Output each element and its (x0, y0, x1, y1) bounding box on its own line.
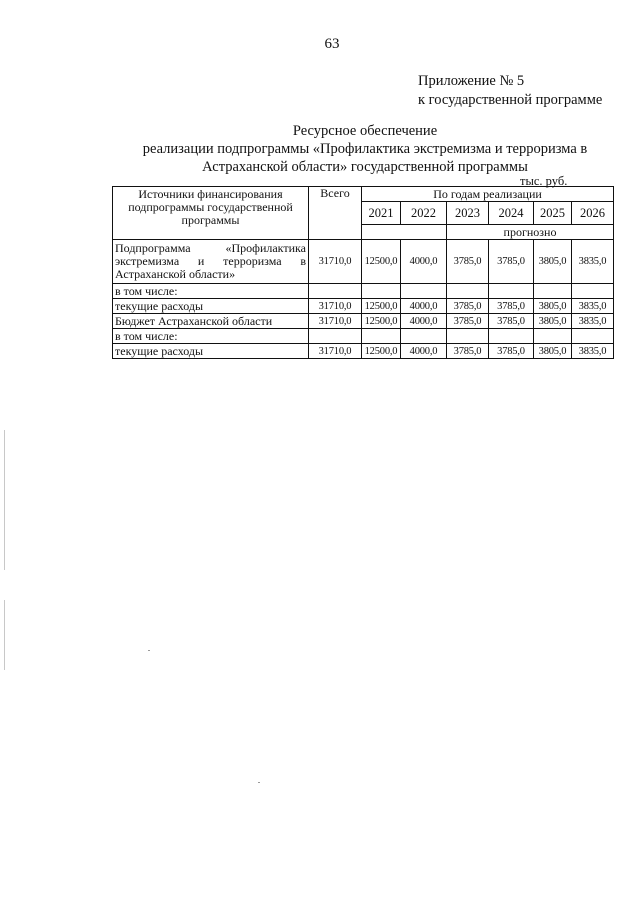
row-value-2023: 3785,0 (447, 344, 489, 359)
row-value-2026: 3835,0 (572, 344, 614, 359)
row-value-2022 (401, 329, 447, 344)
row-value-2021 (362, 284, 401, 299)
header-by-years: По годам реализации (362, 187, 614, 202)
row-value-2026: 3835,0 (572, 314, 614, 329)
row-value-2024 (489, 329, 534, 344)
row-value-2025: 3805,0 (534, 314, 572, 329)
row-value-2025 (534, 284, 572, 299)
table-row (113, 344, 614, 359)
row-value-2025 (534, 329, 572, 344)
header-year-2025: 2025 (534, 202, 572, 225)
row-total: 31710,0 (309, 344, 362, 359)
row-value-2023 (447, 329, 489, 344)
row-value-2026: 3835,0 (572, 240, 614, 284)
title-line-2: реализации подпрограммы «Профилактика экстремизма и терроризма в (142, 141, 588, 157)
row-total: 31710,0 (309, 314, 362, 329)
row-value-2022 (401, 284, 447, 299)
row-value-2025: 3805,0 (534, 240, 572, 284)
row-value-2023 (447, 284, 489, 299)
row-value-2026 (572, 284, 614, 299)
row-value-2024: 3785,0 (489, 240, 534, 284)
header-total: Всего (309, 187, 362, 240)
row-label: текущие расходы (113, 299, 309, 314)
row-value-2024: 3785,0 (489, 314, 534, 329)
row-total: 31710,0 (309, 299, 362, 314)
header-year-2023: 2023 (447, 202, 489, 225)
row-value-2023: 3785,0 (447, 240, 489, 284)
appendix-line-1: Приложение № 5 (418, 73, 525, 89)
scan-speck (258, 782, 260, 783)
page-number: 63 (324, 36, 340, 52)
row-label: Бюджет Астраханской области (113, 314, 309, 329)
row-value-2021: 12500,0 (362, 299, 401, 314)
row-value-2023: 3785,0 (447, 314, 489, 329)
scan-margin-line (4, 600, 5, 670)
header-source: Источники финансирования подпрограммы государственной программы (113, 187, 309, 240)
row-value-2023: 3785,0 (447, 299, 489, 314)
row-value-2022: 4000,0 (401, 314, 447, 329)
row-total (309, 284, 362, 299)
scan-margin-line (4, 430, 5, 570)
row-value-2024: 3785,0 (489, 299, 534, 314)
row-value-2024: 3785,0 (489, 344, 534, 359)
row-value-2021 (362, 329, 401, 344)
row-value-2026 (572, 329, 614, 344)
table-row (113, 299, 614, 314)
table-row (113, 284, 614, 299)
row-value-2022: 4000,0 (401, 344, 447, 359)
table-row (113, 240, 614, 284)
row-value-2024 (489, 284, 534, 299)
header-blank (362, 225, 447, 240)
title-line-1: Ресурсное обеспечение (292, 123, 438, 139)
row-value-2026: 3835,0 (572, 299, 614, 314)
row-label: текущие расходы (113, 344, 309, 359)
document-title (110, 122, 620, 176)
row-value-2025: 3805,0 (534, 344, 572, 359)
row-value-2021: 12500,0 (362, 240, 401, 284)
row-total (309, 329, 362, 344)
row-value-2022: 4000,0 (401, 240, 447, 284)
row-value-2025: 3805,0 (534, 299, 572, 314)
row-value-2021: 12500,0 (362, 344, 401, 359)
header-forecast: прогнозно (447, 225, 614, 240)
table-row (113, 314, 614, 329)
row-label: Подпрограмма «Профилактика экстремизма и терроризма в Астраханской области» (113, 240, 309, 284)
scan-speck (148, 650, 150, 651)
row-label: в том числе: (113, 329, 309, 344)
appendix-line-2: к государственной программе (418, 92, 603, 108)
appendix-note (418, 72, 602, 110)
row-total: 31710,0 (309, 240, 362, 284)
row-label: в том числе: (113, 284, 309, 299)
header-year-2024: 2024 (489, 202, 534, 225)
row-value-2021: 12500,0 (362, 314, 401, 329)
funding-table (112, 186, 614, 359)
header-year-2021: 2021 (362, 202, 401, 225)
table-row (113, 329, 614, 344)
header-year-2026: 2026 (572, 202, 614, 225)
unit-label: тыс. руб. (520, 174, 568, 188)
row-value-2022: 4000,0 (401, 299, 447, 314)
title-line-3: Астраханской области» государственной программы (202, 159, 528, 175)
header-year-2022: 2022 (401, 202, 447, 225)
